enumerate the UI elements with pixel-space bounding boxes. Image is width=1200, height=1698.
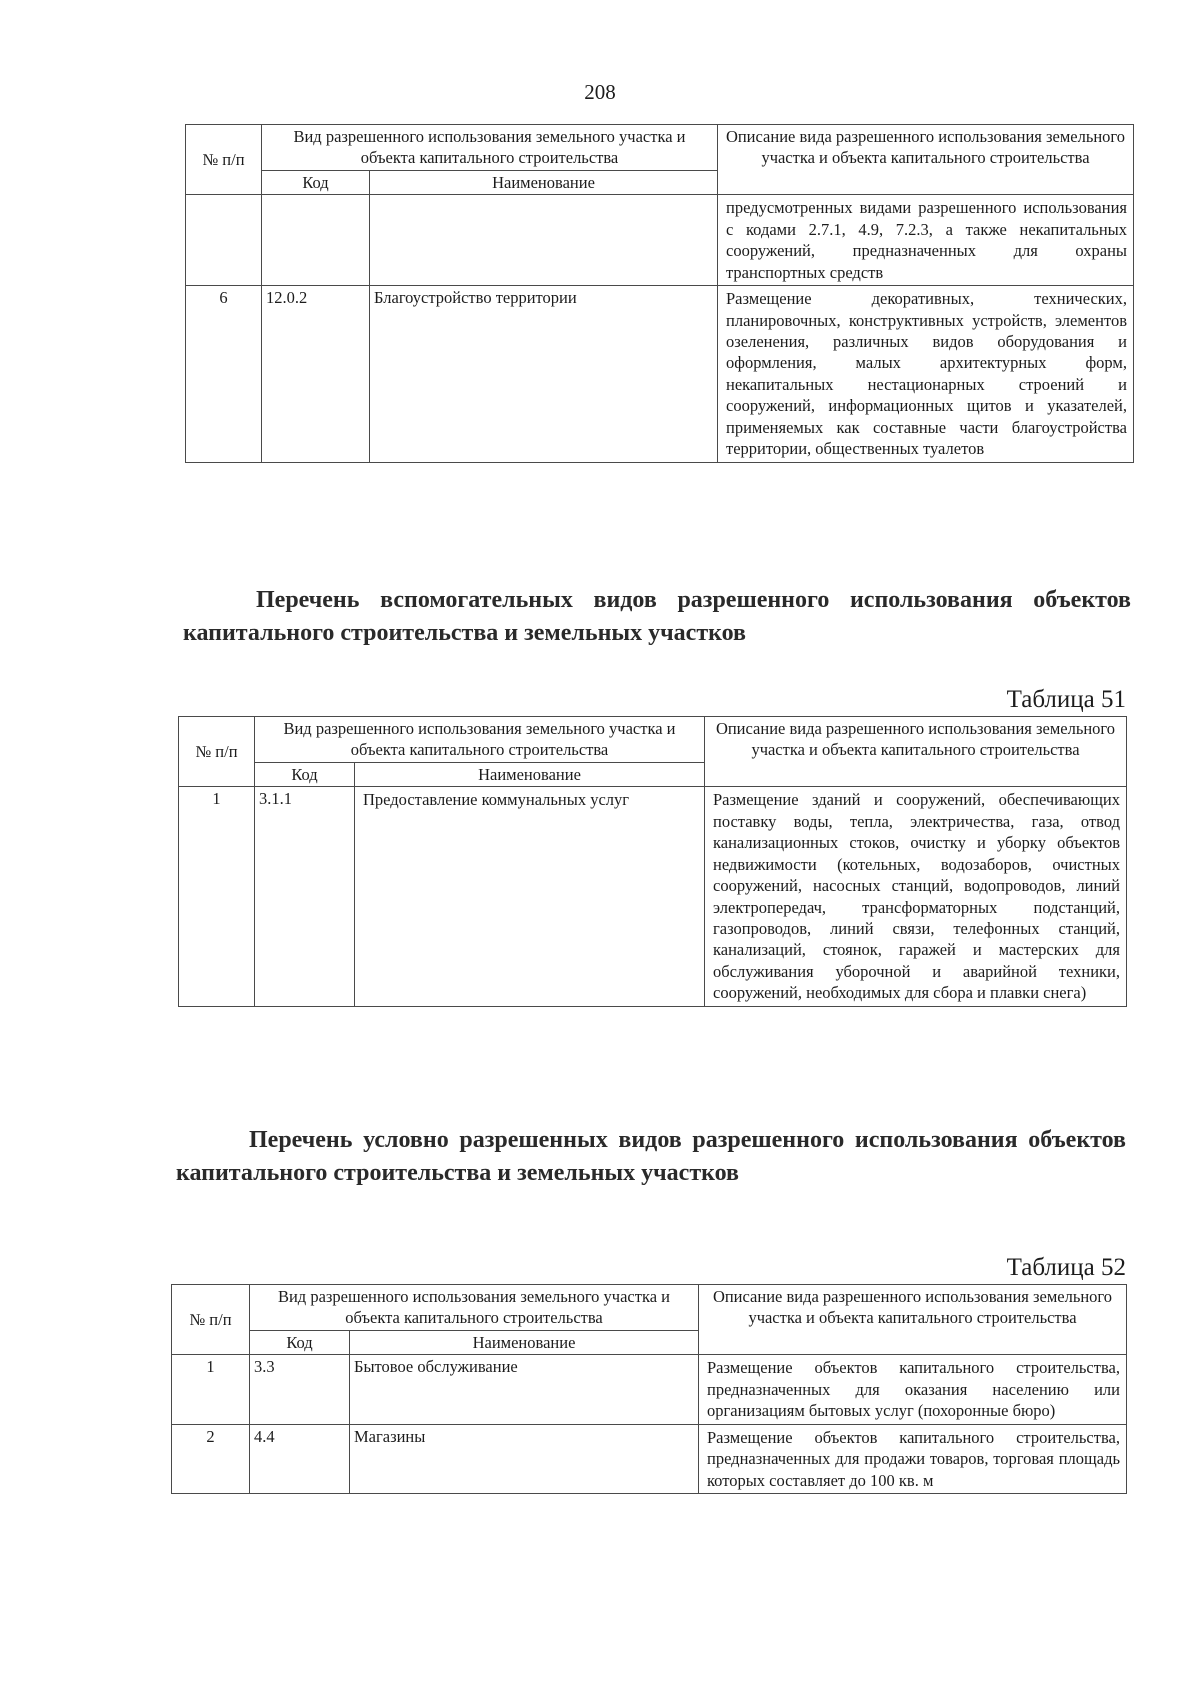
- header-description: Описание вида разрешенного использования земельного участка и объекта капитального строительства: [699, 1285, 1127, 1355]
- cell-description: Размещение декоративных, технических, планировочных, конструктивных устройств, элементов озеленения, различных видов оборудования и оформления, малых архитектурных форм, некапитальных нестационарных строений и сооружений, информационных щитов и указателей, применяемых как составные части благоустройства территории, общественных туалетов: [718, 286, 1134, 463]
- cell-code: 3.3: [250, 1355, 350, 1424]
- table-row: [186, 195, 1134, 286]
- header-num: № п/п: [172, 1285, 250, 1355]
- table-row: [172, 1355, 1127, 1424]
- cell-num: 1: [179, 787, 255, 1006]
- cell-description: Размещение объектов капитального строительства, предназначенных для продажи товаров, торговая площадь которых составляет до 100 кв. м: [699, 1424, 1127, 1493]
- header-group: Вид разрешенного использования земельного участка и объекта капитального строительства: [250, 1285, 699, 1331]
- header-group: Вид разрешенного использования земельного участка и объекта капитального строительства: [255, 717, 705, 763]
- heading-auxiliary-uses: Перечень вспомогательных видов разрешенного использования объектов капитального строительства и земельных участков: [183, 587, 1131, 647]
- header-code: Код: [262, 170, 370, 194]
- table-row: [179, 787, 1127, 1006]
- table-row: [172, 1424, 1127, 1493]
- table-52: [171, 1284, 1127, 1494]
- table-continued: [185, 124, 1134, 463]
- header-name: Наименование: [350, 1330, 699, 1354]
- heading-conditional-uses: Перечень условно разрешенных видов разрешенного использования объектов капитального строительства и земельных участков: [176, 1127, 1126, 1187]
- header-num: № п/п: [186, 125, 262, 195]
- cell-num: 1: [172, 1355, 250, 1424]
- cell-num: 6: [186, 286, 262, 463]
- table-51: [178, 716, 1127, 1007]
- cell-num: [186, 195, 262, 286]
- cell-name: Магазины: [350, 1424, 699, 1493]
- cell-name: Бытовое обслуживание: [350, 1355, 699, 1424]
- header-description: Описание вида разрешенного использования земельного участка и объекта капитального строительства: [705, 717, 1127, 787]
- header-code: Код: [255, 762, 355, 786]
- table-header-row: [186, 125, 1134, 171]
- header-name: Наименование: [355, 762, 705, 786]
- header-name: Наименование: [370, 170, 718, 194]
- cell-name: Предоставление коммунальных услуг: [355, 787, 705, 1006]
- cell-description: Размещение объектов капитального строительства, предназначенных для оказания населению или организациям бытовых услуг (похоронные бюро): [699, 1355, 1127, 1424]
- cell-num: 2: [172, 1424, 250, 1493]
- cell-description: Размещение зданий и сооружений, обеспечивающих поставку воды, тепла, электричества, газа, отвод канализационных стоков, очистку и уборку объектов недвижимости (котельных, водозаборов, очистных сооружений, насосных станций, водопроводов, линий электропередач, трансформаторных подстанций, газопроводов, линий связи, телефонных станций, канализаций, стоянок, гаражей и мастерских для обслуживания уборочной и аварийной техники, сооружений, необходимых для сбора и плавки снега): [705, 787, 1127, 1006]
- table-52-caption: Таблица 52: [1006, 1254, 1126, 1281]
- cell-code: 12.0.2: [262, 286, 370, 463]
- cell-code: 4.4: [250, 1424, 350, 1493]
- table-header-row: [172, 1285, 1127, 1331]
- header-code: Код: [250, 1330, 350, 1354]
- cell-name: [370, 195, 718, 286]
- header-description: Описание вида разрешенного использования земельного участка и объекта капитального строительства: [718, 125, 1134, 195]
- header-num: № п/п: [179, 717, 255, 787]
- cell-code: 3.1.1: [255, 787, 355, 1006]
- cell-description: предусмотренных видами разрешенного использования с кодами 2.7.1, 4.9, 7.2.3, а также некапитальных сооружений, предназначенных для охраны транспортных средств: [718, 195, 1134, 286]
- page-number: 208: [584, 80, 616, 104]
- header-group: Вид разрешенного использования земельного участка и объекта капитального строительства: [262, 125, 718, 171]
- cell-name: Благоустройство территории: [370, 286, 718, 463]
- table-51-caption: Таблица 51: [1006, 686, 1126, 713]
- table-header-row: [179, 717, 1127, 763]
- cell-code: [262, 195, 370, 286]
- table-row: [186, 286, 1134, 463]
